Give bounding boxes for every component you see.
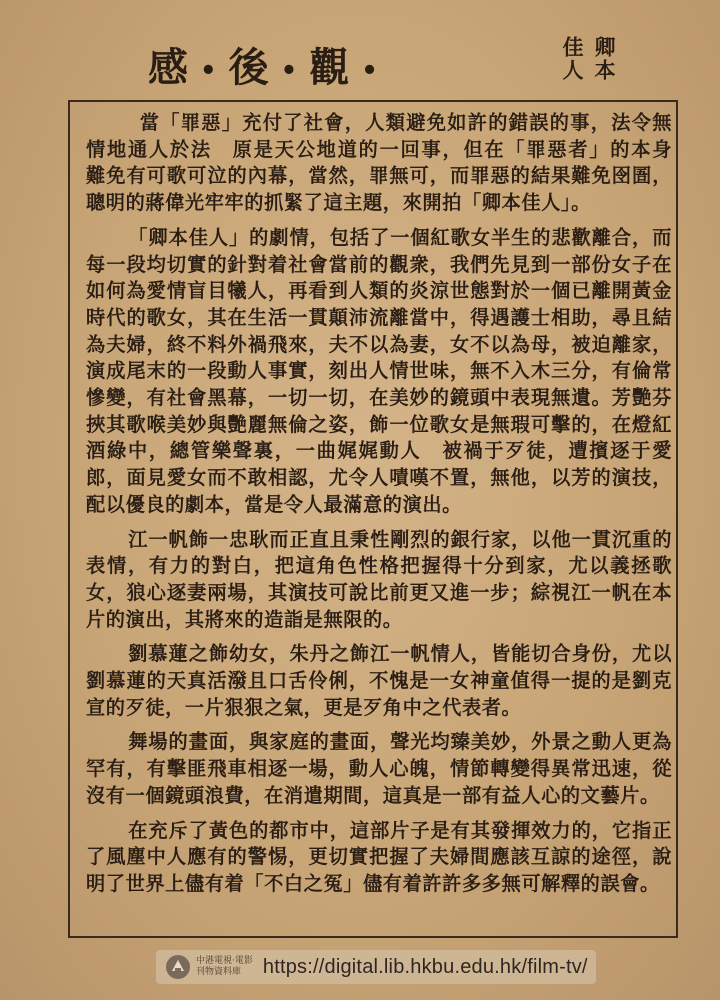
watermark xyxy=(156,950,596,984)
title-separator-2: • xyxy=(280,56,302,86)
paragraph-5: 舞場的畫面，與家庭的畫面，聲光均臻美妙，外景之動人更為罕有，有擊匪飛車相逐一場，動人心魄，情節轉變得異常迅速，從沒有一個鏡頭浪費，在消遣期間，這真是一部有益人心的文藝片。 xyxy=(86,730,672,807)
paragraph-4: 劉慕蓮之飾幼女，朱丹之飾江一帆情人，皆能切合身份，尤以劉慕蓮的天真活潑且口舌伶俐，不愧是一女神童值得一提的是劉克宣的歹徒，一片狠狠之氣，更是歹角中之代表者。 xyxy=(86,642,672,719)
title-char-1: 感 xyxy=(148,44,192,91)
logo-line-2: 刊物資料庫 xyxy=(196,967,242,977)
paragraph-6: 在充斥了黃色的都市中，這部片子是有其發揮效力的，它指正了風塵中人應有的警惕，更切實把握了夫婦間應該互諒的途徑，說明了世界上儘有着「不白之冤」儘有着許許多多無可解釋的誤會。 xyxy=(86,818,672,895)
library-logo-icon xyxy=(164,953,192,981)
title-separator-1: • xyxy=(200,56,221,86)
film-title-column-1: 卿本 xyxy=(592,36,617,82)
article-title xyxy=(148,36,390,93)
film-title-column-2: 佳人 xyxy=(560,36,585,82)
paragraph-2: 「卿本佳人」的劇情，包括了一個紅歌女半生的悲歡離合，而每一段均切實的針對着社會當前的觀衆，我們先見到一部份女子在如何為愛情盲目犧人，再看到人類的炎涼世態對於一個已離開黃金時代的歌女，其在生活一貫顛沛流離當中，得遇護士相助，尋且結為夫婦，終不料外禍飛來，夫不以為妻，女不以為母，被迫離家，演成尾末的一段動人事實，刻出人情世味，無不入木三分，有倫常慘變，有社會黑幕，一切一切，在美妙的鏡頭中表現無遺。芳艷芬挾其歌喉美妙與艷麗無倫之姿，飾一位歌女是無瑕可擊的，在燈紅酒綠中，總管樂聲裏，一曲娓娓動人 被禍于歹徒，遭擯逐于愛郎，面見愛女而不敢相認，尤令人嘖嘆不置，無他，以芳的演技，配以優良的劇本，當是令人最滿意的演出。 xyxy=(86,225,672,516)
paragraph-3: 江一帆飾一忠耿而正直且秉性剛烈的銀行家，以他一貫沉重的表情，有力的對白，把這角色性格把握得十分到家，尤以義拯歌女，狼心逐妻兩場，其演技可說比前更又進一步；綜視江一帆在本片的演出，其將來的造詣是無限的。 xyxy=(86,527,672,631)
title-char-2: 後 xyxy=(228,44,273,91)
logo-line-1: 中港電視·電影 xyxy=(196,956,253,966)
source-url[interactable]: https://digital.lib.hkbu.edu.hk/film-tv/ xyxy=(262,955,588,978)
article-body xyxy=(86,110,692,906)
paragraph-1: 當「罪惡」充付了社會，人類避免如許的錯誤的事，法令無情地通人於法 原是天公地道的一回事，但在「罪惡者」的本身 難免有可歌可泣的內幕，當然，罪無可，而罪惡的結果難免囹圄，聰明的蔣偉光牢牢的抓緊了這主題，來開拍「卿本佳人」。 xyxy=(86,111,692,215)
title-char-3: 觀 xyxy=(309,44,354,91)
title-separator-3: • xyxy=(361,56,382,86)
library-logo-text xyxy=(196,956,253,978)
